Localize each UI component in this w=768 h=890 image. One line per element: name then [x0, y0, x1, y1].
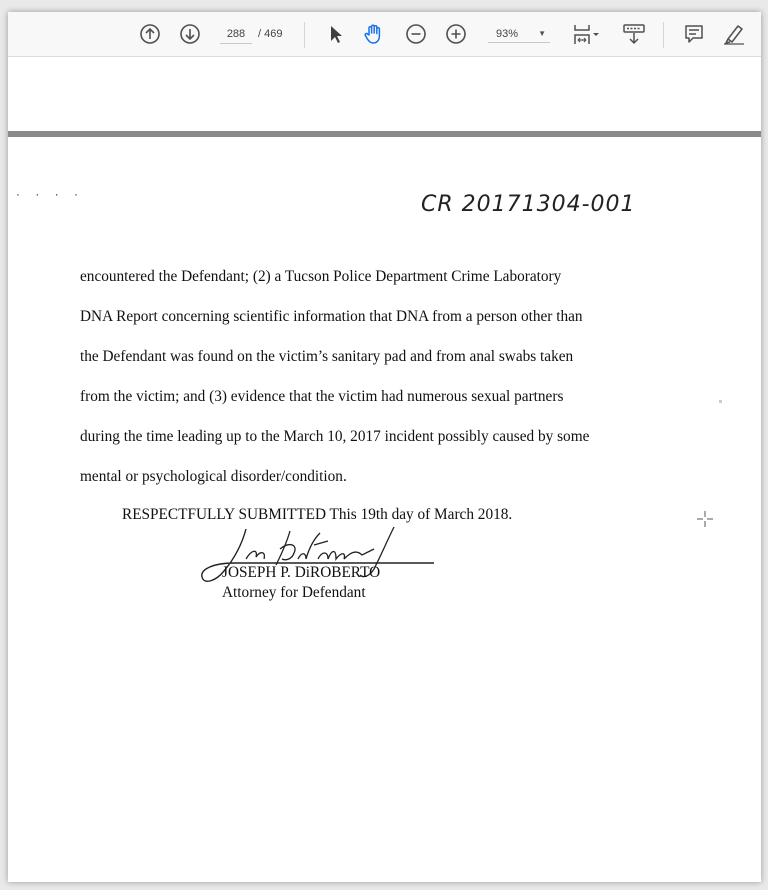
chevron-down-icon: ▼: [538, 29, 546, 38]
crosshair-cursor-icon: [696, 510, 714, 528]
body-line: the Defendant was found on the victim’s sanitary pad and from anal swabs taken: [80, 348, 574, 365]
pdf-viewer-window: [8, 12, 761, 882]
body-line: during the time leading up to the March 10, 2017 incident possibly caused by some: [80, 428, 590, 445]
page-number-input[interactable]: [220, 25, 252, 44]
body-line: DNA Report concerning scientific information that DNA from a person other than: [80, 308, 583, 325]
page-total: / 469: [258, 28, 283, 40]
prev-page-icon[interactable]: [138, 22, 162, 46]
document-page: [8, 137, 761, 882]
scan-artifact: [719, 400, 722, 403]
body-line: from the victim; and (3) evidence that the victim had numerous sexual partners: [80, 388, 564, 405]
zoom-value: 93%: [496, 27, 519, 40]
zoom-out-icon[interactable]: [404, 22, 428, 46]
select-arrow-icon[interactable]: [324, 22, 348, 46]
toolbar-divider: [663, 22, 664, 48]
toolbar-divider: [304, 22, 305, 48]
submitted-line: RESPECTFULLY SUBMITTED This 19th day of March 2018.: [122, 506, 513, 523]
comment-icon[interactable]: [682, 22, 706, 46]
signer-name: JOSEPH P. DiROBERTO: [222, 564, 381, 581]
body-line: mental or psychological disorder/condition.: [80, 468, 347, 485]
highlight-icon[interactable]: [722, 22, 746, 46]
next-page-icon[interactable]: [178, 22, 202, 46]
previous-page-bottom: [8, 57, 761, 131]
body-line: encountered the Defendant; (2) a Tucson Police Department Crime Laboratory: [80, 268, 562, 285]
scroll-mode-icon[interactable]: [622, 22, 646, 46]
case-number: CR 20171304-001: [421, 192, 636, 217]
hand-tool-icon[interactable]: [362, 22, 386, 46]
page-fit-icon[interactable]: [570, 22, 602, 46]
signer-title: Attorney for Defendant: [222, 584, 366, 601]
scan-artifact: · · · ·: [16, 187, 84, 201]
zoom-select[interactable]: [488, 25, 550, 43]
zoom-in-icon[interactable]: [444, 22, 468, 46]
toolbar: [8, 12, 761, 57]
